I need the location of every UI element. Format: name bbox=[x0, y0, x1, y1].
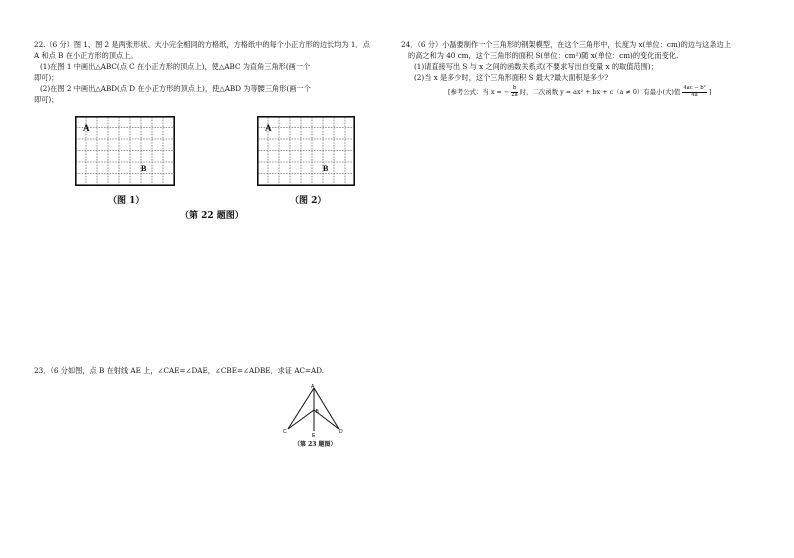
formula-frac2-num: 4ac − b² bbox=[683, 85, 706, 91]
q22-line4: 即可)； bbox=[34, 73, 59, 82]
q22-figure-caption: （第 22 题图） bbox=[180, 211, 244, 221]
q24-reference-formula bbox=[448, 86, 711, 98]
q24-line3: (1)请直接写出 S 与 x 之间的函数关系式(不要求写出自变量 x 的取值范围)； bbox=[414, 62, 658, 71]
fig2-point-b: B bbox=[323, 164, 329, 173]
q22-line1: 22.（6 分）图 1、图 2 是两张形状、大小完全相同的方格纸，方格纸中的每个小正方形的边长均为 1．点 bbox=[34, 40, 370, 49]
q23-label-d: D bbox=[339, 429, 343, 435]
q24-line4: (2)当 x 是多少时，这个三角形面积 S 最大?最大面积是多少? bbox=[414, 73, 609, 82]
q23-line1: 23．（6 分如图，点 B 在射线 AE 上，∠CAE=∠DAE，∠CBE=∠ADBE．求证 AC=AD. bbox=[34, 366, 325, 375]
fig2-caption: （图 2） bbox=[290, 196, 327, 206]
q22-line3: (1)在图 1 中画出△ABC(点 C 在小正方形的顶点上)，使△ABC 为直角三角形(画一个 bbox=[40, 62, 311, 71]
formula-middle: 时，二次函数 y = ax² + bx + c（a ≠ 0）有最小(大)值 bbox=[519, 88, 681, 97]
q23-triangle-svg bbox=[280, 383, 350, 439]
q23-label-b: B bbox=[315, 409, 319, 415]
fig1-point-a: A bbox=[83, 123, 90, 133]
formula-frac1-num: b bbox=[512, 85, 517, 91]
fig2-point-a: A bbox=[265, 123, 272, 133]
formula-suffix: ] bbox=[708, 88, 712, 97]
q24-line2: 的高之和为 40 cm，这个三角形的面积 S(单位：cm²)随 x(单位：cm)的变化而变化. bbox=[408, 51, 679, 60]
grid-figure-1 bbox=[75, 116, 175, 186]
fig1-caption: （图 1） bbox=[108, 196, 145, 206]
q23-label-c: C bbox=[283, 429, 287, 435]
formula-prefix: [参考公式：当 x = − bbox=[448, 88, 510, 97]
q23-triangle-figure bbox=[280, 383, 350, 439]
q22-line6: 即可)； bbox=[34, 95, 59, 104]
grid-figure-2 bbox=[257, 116, 355, 186]
formula-frac2-den: 4a bbox=[691, 91, 698, 98]
q22-line5: (2)在图 2 中画出△ABD(点 D 在小正方形的顶点上)，使△ABD 为等腰三角形(画一个 bbox=[40, 84, 311, 93]
q24-line1: 24．（6 分）小磊要制作一个三角形的钢架模型，在这个三角形中，长度为 x(单位：cm)的边与这条边上 bbox=[401, 40, 731, 49]
q23-label-a: A bbox=[311, 384, 315, 390]
q22-line2: A 和点 B 在小正方形的顶点上。 bbox=[34, 51, 138, 60]
fig1-point-b: B bbox=[141, 164, 147, 173]
q23-label-e: E bbox=[312, 433, 316, 439]
q23-caption: （第 23 题图） bbox=[294, 441, 337, 448]
formula-frac1-den: 2a bbox=[511, 91, 518, 98]
grid-figure-2-svg bbox=[257, 116, 355, 186]
formula-fraction-b-over-2a bbox=[511, 86, 517, 98]
grid-figure-1-svg bbox=[75, 116, 175, 186]
formula-fraction-max-value bbox=[682, 86, 706, 98]
